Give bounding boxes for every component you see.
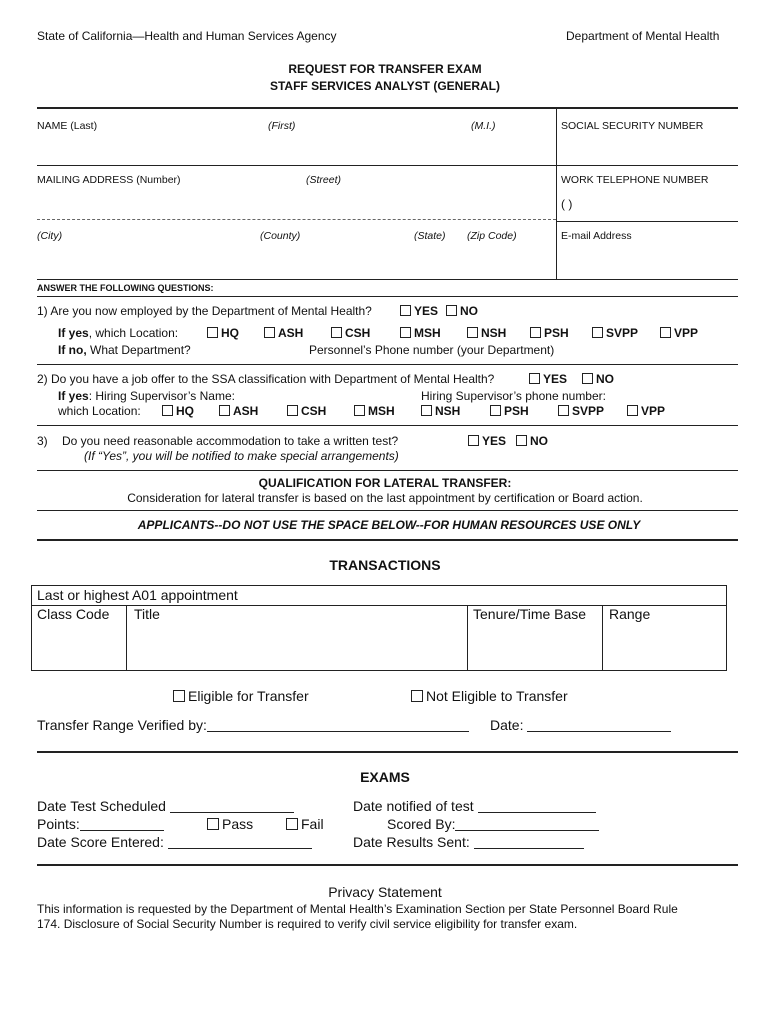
q2-location-svpp[interactable]: SVPP xyxy=(558,404,604,418)
verified-date-line[interactable] xyxy=(527,718,671,732)
q2-location-msh[interactable]: MSH xyxy=(354,404,395,418)
checkbox[interactable] xyxy=(530,327,541,338)
qualification-title: QUALIFICATION FOR LATERAL TRANSFER: xyxy=(258,476,512,490)
name-last-label: NAME (Last) xyxy=(37,120,98,132)
hr-section-rule xyxy=(37,539,738,541)
transactions-rule xyxy=(37,751,738,753)
verified-date-field[interactable]: Date: xyxy=(490,717,671,733)
q1-rule xyxy=(37,364,738,365)
q2-yes-option[interactable]: YES xyxy=(529,372,567,386)
hr-use-only-notice: APPLICANTS--DO NOT USE THE SPACE BELOW--FOR HUMAN RESOURCES USE ONLY xyxy=(137,518,641,532)
q3-yes-option[interactable]: YES xyxy=(468,434,506,448)
city-label: (City) xyxy=(37,230,63,242)
q1-location-csh[interactable]: CSH xyxy=(331,326,370,340)
q2-which-location-label: which Location: xyxy=(58,404,141,418)
form-subtitle: STAFF SERVICES ANALYST (GENERAL) xyxy=(269,79,501,93)
name-first-label: (First) xyxy=(268,120,296,132)
transactions-title: TRANSACTIONS xyxy=(329,557,441,573)
date-scheduled-line[interactable] xyxy=(170,799,294,813)
q1-location-svpp[interactable]: SVPP xyxy=(592,326,638,340)
q1-personnel-phone-label: Personnel’s Phone number (your Department) xyxy=(309,343,555,357)
street-label: (Street) xyxy=(306,174,342,186)
state-label: (State) xyxy=(414,230,446,242)
q1-location-nsh[interactable]: NSH xyxy=(467,326,506,340)
q2-location-ash[interactable]: ASH xyxy=(219,404,258,418)
checkbox[interactable] xyxy=(331,327,342,338)
q2-location-nsh[interactable]: NSH xyxy=(421,404,460,418)
q2-location-hq[interactable]: HQ xyxy=(162,404,194,418)
privacy-text-line-1: This information is requested by the Department of Mental Health’s Examination Section per State Personnel Board Rule xyxy=(37,902,678,916)
col-divider-3 xyxy=(602,605,603,671)
q1-location-psh[interactable]: PSH xyxy=(530,326,569,340)
date-notified-field[interactable]: Date notified of test xyxy=(353,798,596,814)
points-line[interactable] xyxy=(80,817,164,831)
q3-number: 3) xyxy=(37,434,48,448)
q1-if-yes-label: If yes, which Location: xyxy=(58,326,179,340)
privacy-text-line-2: 174. Disclosure of Social Security Number is required to verify civil service eligibility for transfer exam. xyxy=(37,917,578,931)
date-scheduled-field[interactable]: Date Test Scheduled xyxy=(37,798,294,814)
date-notified-line[interactable] xyxy=(478,799,596,813)
points-field[interactable]: Points: xyxy=(37,816,164,832)
q2-no-option[interactable]: NO xyxy=(582,372,614,386)
checkbox[interactable] xyxy=(421,405,432,416)
qualification-text: Consideration for lateral transfer is based on the last appointment by certification or Board action. xyxy=(127,491,643,505)
column-header-range: Range xyxy=(609,606,651,622)
checkbox[interactable] xyxy=(592,327,603,338)
department-name: Department of Mental Health xyxy=(566,29,720,43)
scored-by-line[interactable] xyxy=(455,817,599,831)
mailing-number-label: MAILING ADDRESS (Number) xyxy=(37,174,181,186)
fail-option[interactable]: Fail xyxy=(286,816,324,832)
checkbox[interactable] xyxy=(529,373,540,384)
q2-if-yes-label: If yes: Hiring Supervisor’s Name: xyxy=(58,389,235,403)
q3-note: (If “Yes”, you will be notified to make special arrangements) xyxy=(84,449,399,463)
phone-area-code: ( ) xyxy=(561,197,573,211)
county-label: (County) xyxy=(260,230,301,242)
q2-hiring-phone-label: Hiring Supervisor’s phone number: xyxy=(421,389,606,403)
checkbox[interactable] xyxy=(516,435,527,446)
agency-name: State of California—Health and Human Services Agency xyxy=(37,29,337,43)
work-phone-label: WORK TELEPHONE NUMBER xyxy=(561,174,709,186)
q2-location-csh[interactable]: CSH xyxy=(287,404,326,418)
exams-title: EXAMS xyxy=(360,769,410,785)
q1-location-vpp[interactable]: VPP xyxy=(660,326,698,340)
checkbox[interactable] xyxy=(400,305,411,316)
checkbox[interactable] xyxy=(219,405,230,416)
email-label: E-mail Address xyxy=(561,230,632,242)
checkbox[interactable] xyxy=(354,405,365,416)
q1-location-msh[interactable]: MSH xyxy=(400,326,441,340)
appointment-table xyxy=(31,585,727,671)
checkbox[interactable] xyxy=(468,435,479,446)
form-title: REQUEST FOR TRANSFER EXAM xyxy=(288,62,482,76)
scored-by-field[interactable]: Scored By: xyxy=(387,816,599,832)
q2-text: 2) Do you have a job offer to the SSA classification with Department of Mental Health? xyxy=(37,372,495,386)
q1-location-hq[interactable]: HQ xyxy=(207,326,239,340)
ssn-label: SOCIAL SECURITY NUMBER xyxy=(561,120,704,132)
q2-location-psh[interactable]: PSH xyxy=(490,404,529,418)
date-results-sent-field[interactable]: Date Results Sent: xyxy=(353,834,584,850)
q2-location-vpp[interactable]: VPP xyxy=(627,404,665,418)
appointment-table-title: Last or highest A01 appointment xyxy=(37,587,238,603)
identity-rule-1 xyxy=(37,165,738,166)
date-score-entered-field[interactable]: Date Score Entered: xyxy=(37,834,312,850)
zip-label: (Zip Code) xyxy=(467,230,517,242)
eligible-option[interactable]: Eligible for Transfer xyxy=(173,688,309,704)
col-divider-2 xyxy=(467,605,468,671)
verified-by-line[interactable] xyxy=(207,718,469,732)
checkbox[interactable] xyxy=(467,327,478,338)
exams-rule xyxy=(37,864,738,866)
q3-rule xyxy=(37,470,738,471)
checkbox[interactable] xyxy=(490,405,501,416)
checkbox[interactable] xyxy=(446,305,457,316)
column-header-title: Title xyxy=(134,606,160,622)
q1-location-ash[interactable]: ASH xyxy=(264,326,303,340)
checkbox[interactable] xyxy=(287,405,298,416)
column-header-tenure: Tenure/Time Base xyxy=(473,606,587,622)
col-divider-1 xyxy=(126,605,127,671)
q1-text: 1) Are you now employed by the Department of Mental Health? xyxy=(37,304,372,318)
checkbox[interactable] xyxy=(582,373,593,384)
date-score-entered-line[interactable] xyxy=(168,835,312,849)
questions-heading: ANSWER THE FOLLOWING QUESTIONS: xyxy=(37,283,214,293)
checkbox[interactable] xyxy=(400,327,411,338)
identity-rule-2 xyxy=(37,279,738,280)
q1-yes-option[interactable]: YES xyxy=(400,304,438,318)
checkbox[interactable] xyxy=(286,818,298,830)
checkbox[interactable] xyxy=(173,690,185,702)
checkbox[interactable] xyxy=(162,405,173,416)
identity-divider xyxy=(556,108,557,280)
q1-if-no-label: If no, What Department? xyxy=(58,343,191,357)
checkbox[interactable] xyxy=(558,405,569,416)
privacy-title: Privacy Statement xyxy=(328,884,442,900)
checkbox[interactable] xyxy=(207,327,218,338)
verified-by-field[interactable]: Transfer Range Verified by: xyxy=(37,717,469,733)
name-mi-label: (M.I.) xyxy=(471,120,496,132)
questions-heading-rule xyxy=(37,296,738,297)
q1-no-option[interactable]: NO xyxy=(446,304,478,318)
top-rule xyxy=(37,107,738,109)
checkbox[interactable] xyxy=(627,405,638,416)
phone-rule xyxy=(556,221,738,222)
not-eligible-option[interactable]: Not Eligible to Transfer xyxy=(411,688,568,704)
checkbox[interactable] xyxy=(264,327,275,338)
column-header-class-code: Class Code xyxy=(37,606,110,622)
address-dashed-rule xyxy=(37,219,556,220)
q3-text: Do you need reasonable accommodation to take a written test? xyxy=(62,434,399,448)
q3-no-option[interactable]: NO xyxy=(516,434,548,448)
checkbox[interactable] xyxy=(207,818,219,830)
pass-option[interactable]: Pass xyxy=(207,816,253,832)
checkbox[interactable] xyxy=(660,327,671,338)
date-results-sent-line[interactable] xyxy=(474,835,584,849)
checkbox[interactable] xyxy=(411,690,423,702)
q2-rule xyxy=(37,425,738,426)
qualification-rule xyxy=(37,510,738,511)
